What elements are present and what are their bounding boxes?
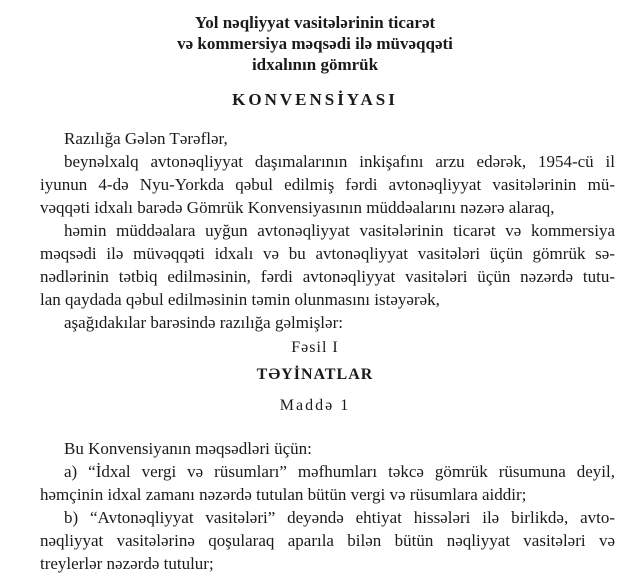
article-line: a) “İdxal vergi və rüsumları” məfhumları təkcə gömrük rüsumuna deyil, [64, 462, 615, 481]
title-line-2: və kommersiya məqsədi ilə müvəqqəti [177, 34, 453, 53]
preamble-line: Razılığa Gələn Tərəflər, [64, 129, 228, 148]
title-line-3: idxalının gömrük [251, 55, 379, 74]
preamble-line: beynəlxalq avtonəqliyyat daşımalarının inkişafını arzu edərək, 1954-cü il [64, 152, 615, 171]
article-heading: Maddə 1 [279, 397, 351, 414]
preamble-line: iyunun 4-də Nyu-Yorkda qəbul edilmiş fərdi avtonəqliyyat vasitələrinin mü- [40, 175, 615, 194]
preamble-line: vəqqəti idxalı barədə Gömrük Konvensiyasının müddəalarını nəzərə alaraq, [40, 198, 555, 217]
article-line: treylerlər nəzərdə tutulur; [40, 554, 214, 573]
title-line-1: Yol nəqliyyat vasitələrinin ticarət [194, 13, 436, 32]
chapter-label: Fəsil I [291, 339, 339, 356]
preamble-line: aşağıdakılar barəsində razılığa gəlmişlər: [64, 313, 343, 332]
preamble-line: nədlərinin tətbiq edilməsinin, fərdi avtonəqliyyat vasitələri üçün nəzərdə tutu- [40, 267, 615, 286]
article-line: b) “Avtonəqliyyat vasitələri” deyəndə ehtiyat hissələri ilə birlikdə, avto- [64, 508, 615, 527]
article-line: nəqliyyat vasitələrinə qoşularaq aparıla bilən bütün nəqliyyat vasitələri və [40, 531, 615, 550]
preamble-line: lan qaydada qəbul edilməsinin təmin olunmasını istəyərək, [40, 290, 440, 309]
preamble-line: məqsədi ilə müvəqqəti idxalı və bu avtonəqliyyat vasitələri üçün gömrük sə- [40, 244, 615, 263]
konvensiyasi-heading: KONVENSİYASI [232, 90, 398, 109]
preamble-line: həmin müddəalara uyğun avtonəqliyyat vasitələrinin ticarət və kommersiya [64, 221, 615, 240]
article-line: həmçinin idxal zamanı nəzərdə tutulan bütün vergi və rüsumlara aiddir; [40, 485, 527, 504]
chapter-title: TƏYİNATLAR [256, 366, 374, 383]
document-title [0, 12, 630, 75]
article-line: Bu Konvensiyanın məqsədləri üçün: [64, 439, 312, 458]
